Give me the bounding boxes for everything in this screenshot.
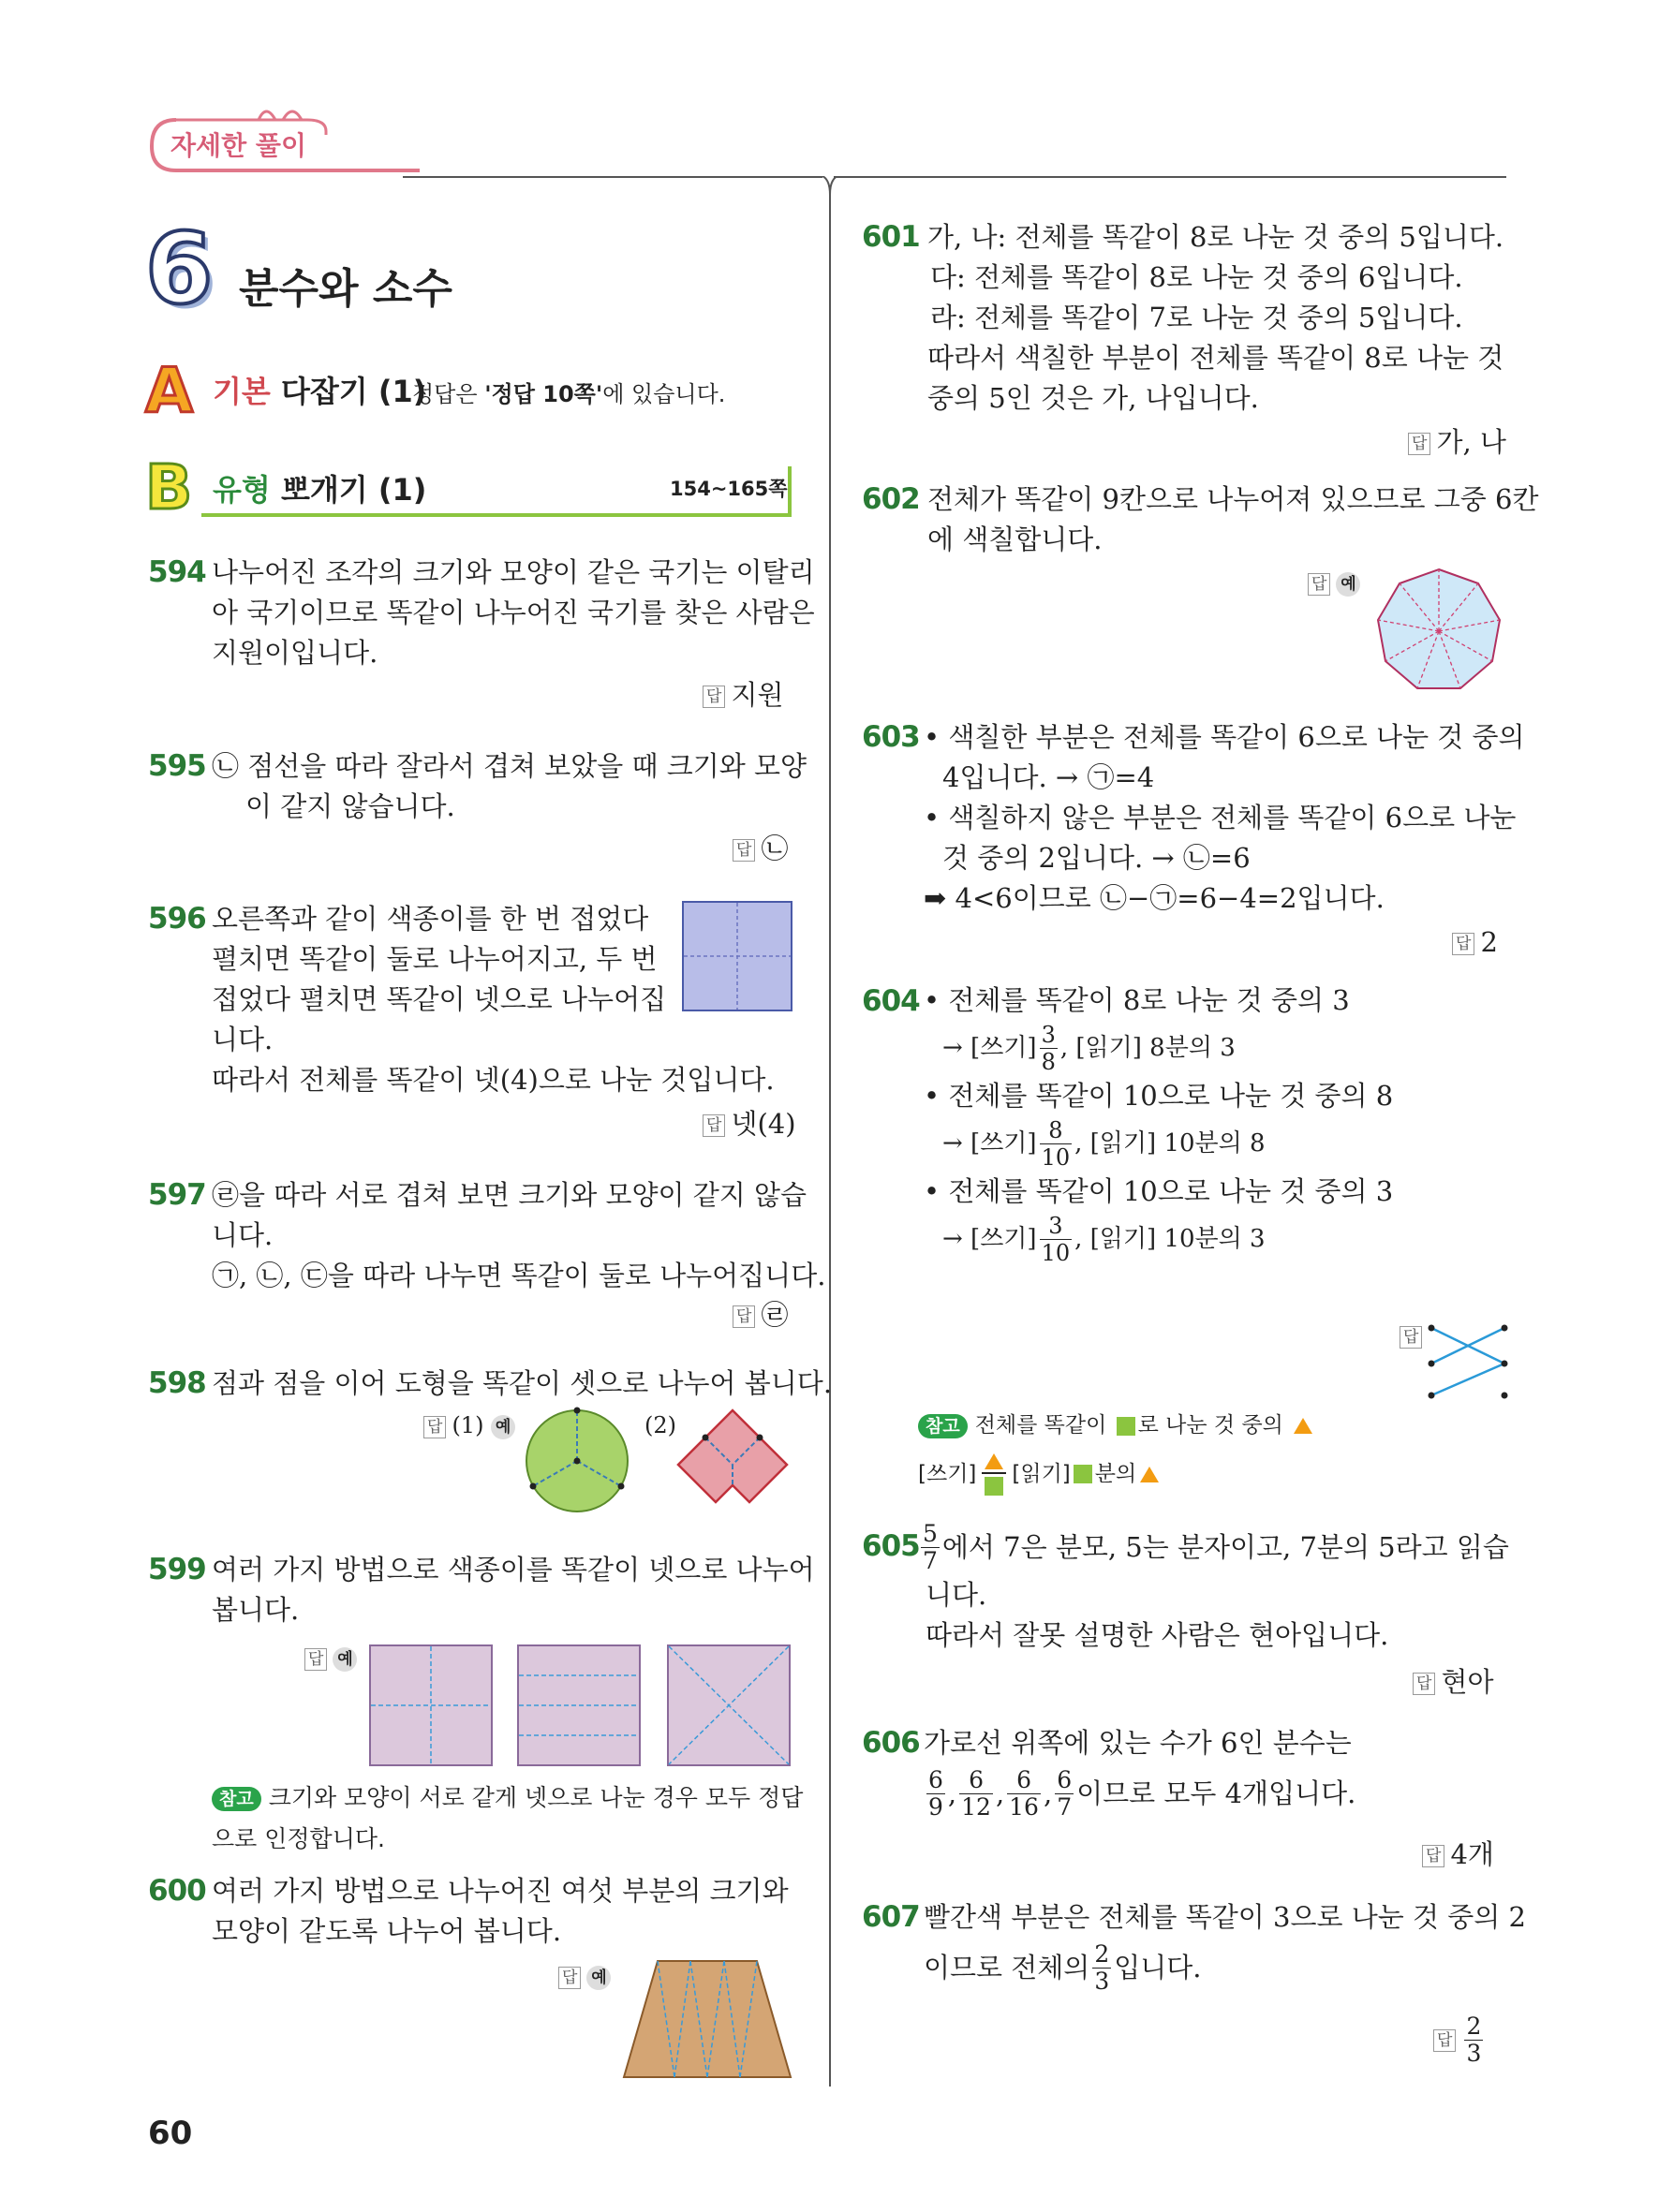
problem-number: 599 <box>148 1553 206 1586</box>
problem-number: 607 <box>862 1900 920 1934</box>
section-b-title: 뽀개기 (1) <box>270 472 427 508</box>
problem-text: 빨간색 부분은 전체를 똑같이 3으로 나눈 것 중의 2 이므로 전체의 $\frac{2}{3}$ 입니다. <box>924 1901 1526 1995</box>
answer: 답 예 <box>1308 564 1360 601</box>
trapezoid-divided-figure <box>622 1959 792 2081</box>
problem-text: 가로선 위쪽에 있는 수가 6인 분수는 $\frac{6}{9}$ , $\frac{6}{12}$ , $\frac{6}{16}$ , $\frac{6}{7}$ 이므로 모두 4개입니다. <box>924 1727 1356 1821</box>
answer: 답 ㉡ <box>733 830 788 867</box>
problem-text: ㉡ 점선을 따라 잘라서 겹쳐 보았을 때 크기와 모양 이 같지 않습니다. <box>212 750 807 822</box>
section-b-header <box>145 451 792 524</box>
figure-label: (2) <box>644 1412 676 1438</box>
section-b-letter: B <box>145 451 193 524</box>
folded-paper-figure <box>682 901 792 1011</box>
problem-number: 604 <box>862 984 920 1018</box>
problem-number: 605 <box>862 1529 920 1563</box>
matching-lines-figure <box>1426 1322 1510 1401</box>
section-a-title: 다잡기 (1) <box>270 374 427 409</box>
page-number: 60 <box>148 2115 193 2152</box>
answer: 답 지원 <box>703 676 783 714</box>
paper-cross-division <box>369 1644 493 1766</box>
paper-strip-division <box>517 1644 641 1766</box>
answer: 답 ㉣ <box>733 1296 788 1334</box>
problem-text: 점과 점을 이어 도형을 똑같이 셋으로 나누어 봅니다. <box>212 1367 833 1399</box>
answer: 답 <box>1400 1317 1428 1354</box>
note-599: 참고 크기와 모양이 서로 같게 넷으로 나눈 경우 모두 정답 으로 인정합니다. <box>212 1784 804 1852</box>
problem-number: 603 <box>862 720 920 754</box>
chapter-number: 6 <box>145 212 214 326</box>
header-badge: 자세한 풀이 <box>148 112 420 178</box>
circle-divided-figure <box>521 1405 633 1517</box>
nonagon-figure <box>1373 566 1504 697</box>
answer: 답 (1) 예 <box>423 1407 515 1444</box>
problem-number: 598 <box>148 1366 206 1400</box>
problem-number: 595 <box>148 749 206 783</box>
problem-text: 나누어진 조각의 크기와 모양이 같은 국기는 이탈리 아 국기이므로 똑같이 나누어진 국기를 찾은 사람은 지원이입니다. <box>212 556 815 669</box>
m-shape-divided-figure <box>676 1405 789 1517</box>
section-a-note: 정답은 '정답 10쪽'에 있습니다. <box>412 381 726 407</box>
problem-number: 606 <box>862 1726 920 1760</box>
answer: 답 $\frac{2}{3}$ <box>1433 2013 1486 2067</box>
problem-number: 596 <box>148 902 206 936</box>
problem-number: 600 <box>148 1874 206 1908</box>
answer: 답 가, 나 <box>1408 423 1506 461</box>
section-a-letter: A <box>145 355 194 427</box>
problem-text: • 전체를 똑같이 8로 나눈 것 중의 3 → [쓰기] $\frac{3}{8}$ , [읽기] 8분의 3 • 전체를 똑같이 10으로 나눈 것 중의 8 → [쓰기] $\frac{8}{10}$ , [읽기] 10분의 8 • 전체를 똑같이 10으로 나눈 것 중의 3 → [쓰기] $\frac{3}{10}$ , [읽기] 10분의 3 <box>924 984 1394 1266</box>
header-rule-right <box>834 176 1506 178</box>
header-rule-left <box>403 176 822 178</box>
problem-text: ㉣을 따라 서로 겹쳐 보면 크기와 모양이 같지 않습 니다. ㉠, ㉡, ㉢을 따라 나누면 똑같이 둘로 나누어집니다. <box>212 1179 826 1291</box>
problem-text: 전체가 똑같이 9칸으로 나누어져 있으므로 그중 6칸 에 색칠합니다. <box>927 483 1539 555</box>
problem-text: 가, 나: 전체를 똑같이 8로 나눈 것 중의 5입니다. 다: 전체를 똑같이 8로 나눈 것 중의 6입니다. 라: 전체를 똑같이 7로 나눈 것 중의 5입니다. 따라서 색칠한 부분이 전체를 똑같이 8로 나눈 것 중의 5인 것은 가, 나입니다. <box>927 221 1504 414</box>
answer: 답 예 <box>558 1957 611 1995</box>
note-604: 참고 전체를 똑같이 로 나눈 것 중의 [쓰기] [읽기] 분의 <box>918 1405 1316 1502</box>
problem-text: • 색칠한 부분은 전체를 똑같이 6으로 나눈 것 중의 4입니다. → ㉠=4 • 색칠하지 않은 부분은 전체를 똑같이 6으로 나눈 것 중의 2입니다. → ㉡=6 ➡ 4<6이므로 ㉡−㉠=6−4=2입니다. <box>924 721 1525 914</box>
problem-text: 여러 가지 방법으로 색종이를 똑같이 넷으로 나누어 봅니다. <box>212 1554 815 1626</box>
paper-diagonal-division <box>667 1644 791 1766</box>
problem-text: $\frac{5}{7}$ 에서 7은 분모, 5는 분자이고, 7분의 5라고 읽습 니다. 따라서 잘못 설명한 사람은 현아입니다. <box>923 1519 1509 1651</box>
problem-number: 594 <box>148 555 206 589</box>
section-a-header <box>145 355 792 427</box>
problem-number: 597 <box>148 1178 206 1212</box>
problem-number: 602 <box>862 482 920 516</box>
answer: 답 넷(4) <box>703 1105 796 1143</box>
problem-number: 601 <box>862 220 920 254</box>
problem-text: 오른쪽과 같이 색종이를 한 번 접었다 펼치면 똑같이 둘로 나누어지고, 두 번 접었다 펼치면 똑같이 넷으로 나누어집 니다. 따라서 전체를 똑같이 넷(4)으로 나눈 것입니다. <box>212 903 775 1096</box>
answer: 답 4개 <box>1422 1836 1494 1873</box>
section-a-title-colored: 기본 <box>213 374 271 409</box>
chapter-title: 분수와 소수 <box>239 265 452 313</box>
section-b-pages: 154~165쪽 <box>670 478 788 500</box>
answer: 답 예 <box>304 1639 357 1676</box>
answer: 답 2 <box>1452 923 1498 961</box>
column-divider <box>815 176 843 2096</box>
section-b-title-colored: 유형 <box>213 472 271 508</box>
answer: 답 현아 <box>1413 1663 1493 1701</box>
problem-text: 여러 가지 방법으로 나누어진 여섯 부분의 크기와 모양이 같도록 나누어 봅니다. <box>212 1875 789 1947</box>
